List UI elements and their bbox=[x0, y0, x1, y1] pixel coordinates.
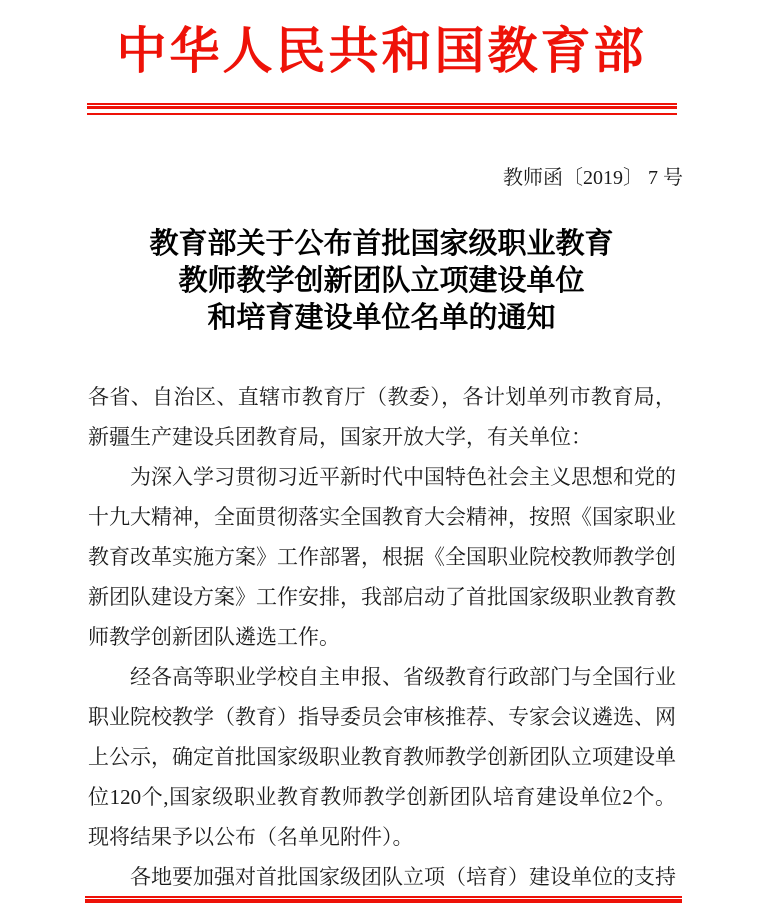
document-title-line-2: 教师教学创新团队立项建设单位 bbox=[178, 265, 585, 297]
footer-divider bbox=[85, 896, 682, 903]
document-body bbox=[88, 377, 676, 897]
letterhead-divider-line-3 bbox=[87, 113, 677, 115]
document-title-line-1: 教育部关于公布首批国家级职业教育 bbox=[149, 228, 614, 260]
letterhead-divider-line-1 bbox=[87, 103, 677, 105]
body-paragraph-2: 经各高等职业学校自主申报、省级教育行政部门与全国行业职业院校教学（教育）指导委员会审核推荐、专家会议遴选、网上公示，确定首批国家级职业教育教师教学创新团队立项建设单位120个,国家级职业教育教师教学创新团队培育建设单位2个。现将结果予以公布（名单见附件）。 bbox=[88, 665, 676, 849]
document-title-line-3: 和培育建设单位名单的通知 bbox=[207, 302, 556, 334]
letterhead-divider bbox=[87, 103, 677, 115]
footer-divider-line-2 bbox=[85, 899, 682, 903]
footer-divider-line-1 bbox=[85, 896, 682, 898]
addressee-salutation: 各省、自治区、直辖市教育厅（教委），各计划单列市教育局，新疆生产建设兵团教育局，国家开放大学，有关单位： bbox=[88, 385, 676, 449]
body-paragraph-3: 各地要加强对首批国家级团队立项（培育）建设单位的支持 bbox=[130, 865, 676, 889]
issuing-agency-letterhead: 中华人民共和国教育部 bbox=[116, 23, 647, 79]
document-title bbox=[0, 226, 763, 337]
body-paragraph-1: 为深入学习贯彻习近平新时代中国特色社会主义思想和党的十九大精神，全面贯彻落实全国教育大会精神，按照《国家职业教育改革实施方案》工作部署，根据《全国职业院校教师教学创新团队建设方案》工作安排，我部启动了首批国家级职业教育教师教学创新团队遴选工作。 bbox=[88, 465, 676, 649]
letterhead-divider-line-2 bbox=[87, 106, 677, 109]
document-reference-number: 教师函〔2019〕 7 号 bbox=[503, 167, 683, 189]
